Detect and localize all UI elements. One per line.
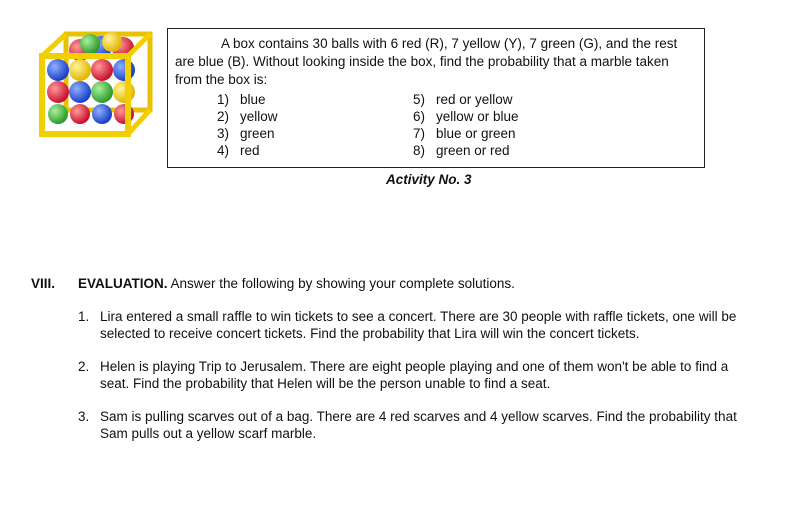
activity-title: Activity No. 3 <box>386 172 472 187</box>
list-item: 3) green <box>217 126 275 141</box>
ball-box-illustration <box>28 30 156 138</box>
evaluation-items <box>78 308 758 458</box>
list-item: 6) yellow or blue <box>413 109 519 124</box>
list-item: 1. Lira entered a small raffle to win tickets to see a concert. There are 30 people with raffle tickets, one will be selected to receive concert tickets. Find the probability that Lira will win the concert tickets. <box>78 309 737 341</box>
list-item: 7) blue or green <box>413 126 516 141</box>
answer-options <box>175 91 697 159</box>
section-title: EVALUATION. <box>78 276 168 291</box>
list-item: 8) green or red <box>413 143 510 158</box>
list-item: 1) blue <box>217 92 266 107</box>
section-heading <box>78 276 515 291</box>
activity-box <box>167 28 705 168</box>
problem-statement: A box contains 30 balls with 6 red (R), 7 yellow (Y), 7 green (G), and the rest are blue (B). Without looking inside the box, find the probability that a marble taken from the box is: <box>175 36 678 87</box>
list-item: 2. Helen is playing Trip to Jerusalem. There are eight people playing and one of them won't be able to find a seat. Find the probability that Helen will be the person unable to find a seat. <box>78 359 729 391</box>
list-item: 5) red or yellow <box>413 92 513 107</box>
option-list-left <box>217 91 413 159</box>
section-number: VIII. <box>31 276 56 291</box>
list-item: 3. Sam is pulling scarves out of a bag. There are 4 red scarves and 4 yellow scarves. Find the probability that Sam pulls out a yellow scarf marble. <box>78 409 737 441</box>
option-list-right <box>413 91 519 159</box>
list-item: 2) yellow <box>217 109 278 124</box>
list-item: 4) red <box>217 143 260 158</box>
section-instruction: Answer the following by showing your complete solutions. <box>167 276 515 291</box>
